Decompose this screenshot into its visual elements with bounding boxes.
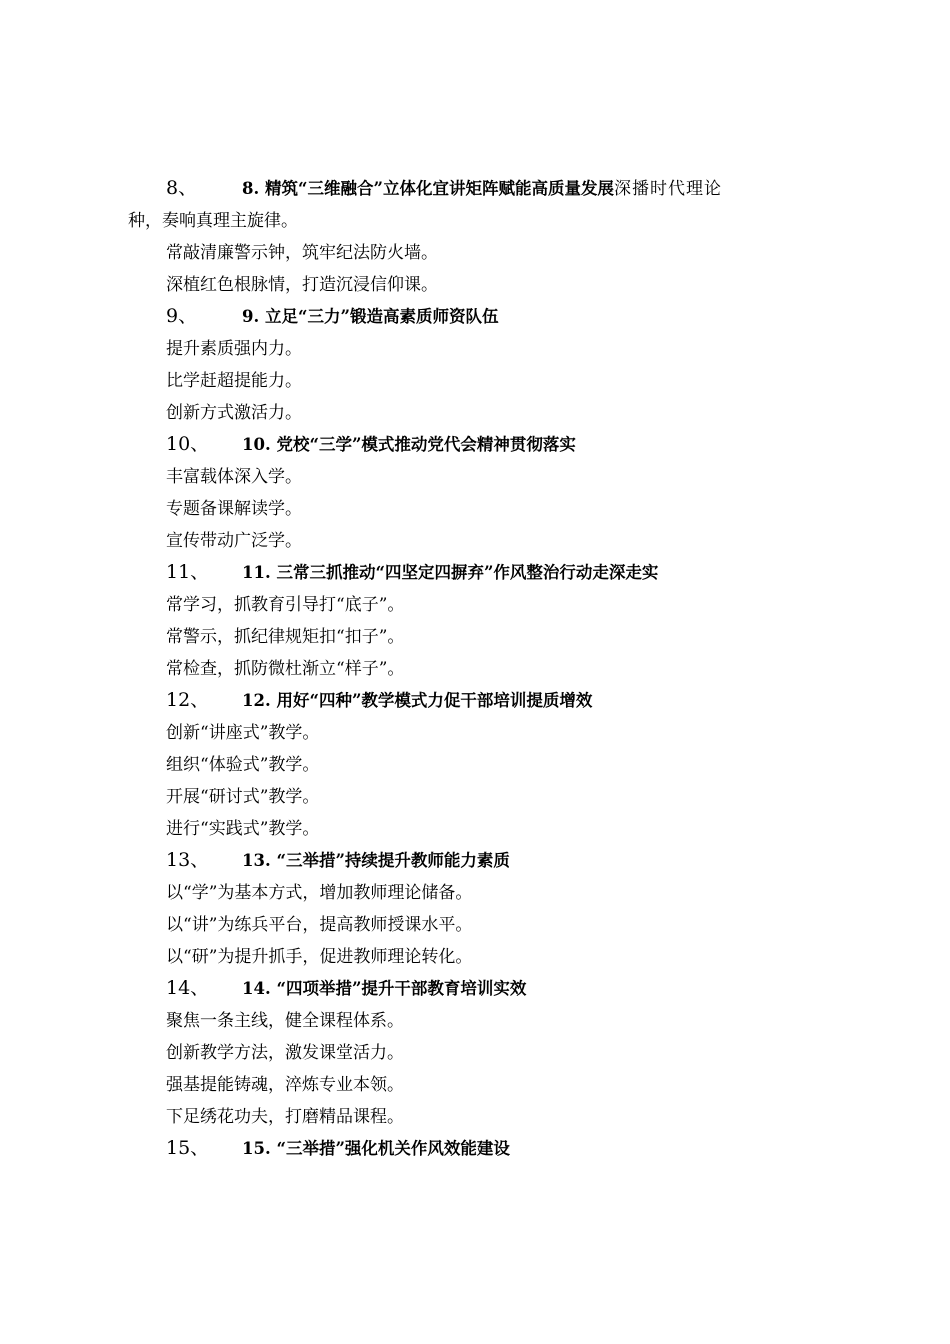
section-title: 10. 党校“三学”模式推动党代会精神贯彻落实 [242,435,576,454]
list-item: 聚焦一条主线，健全课程体系。 [166,1011,404,1031]
list-item: 宣传带动广泛学。 [166,531,302,551]
list-item: 以“研”为提升抓手，促进教师理论转化。 [166,947,473,967]
list-item: 常检查，抓防微杜渐立“样子”。 [166,659,405,679]
list-item: 进行“实践式”教学。 [166,819,320,839]
list-item: 常警示，抓纪律规矩扣“扣子”。 [166,627,405,647]
section-title: 15. “三举措”强化机关作风效能建设 [242,1139,510,1158]
list-item: 以“学”为基本方式，增加教师理论储备。 [166,883,473,903]
section-title: 11. 三常三抓推动“四坚定四摒弃”作风整治行动走深走实 [242,563,659,582]
list-item: 以“讲”为练兵平台，提高教师授课水平。 [166,915,473,935]
section-number: 14、 [166,977,210,999]
section-title: 13. “三举措”持续提升教师能力素质 [242,851,510,870]
list-item: 创新“讲座式”教学。 [166,723,320,743]
list-item: 丰富载体深入学。 [166,467,302,487]
section-number: 15、 [166,1137,210,1159]
section-title-tail: 深播时代理论 [613,179,722,199]
list-item: 比学赶超提能力。 [166,371,302,391]
section-title: 9. 立足“三力”锻造高素质师资队伍 [242,307,499,326]
section-continuation: 种，奏响真理主旋律。 [128,211,298,231]
list-item: 组织“体验式”教学。 [166,755,320,775]
list-item: 专题备课解读学。 [166,499,302,519]
list-item: 强基提能铸魂，淬炼专业本领。 [166,1075,404,1095]
list-item: 创新方式激活力。 [166,403,302,423]
list-item: 常学习，抓教育引导打“底子”。 [166,595,405,615]
list-item: 下足绣花功夫，打磨精品课程。 [166,1107,404,1127]
section-number: 10、 [166,433,210,455]
section-number: 9、 [166,305,198,327]
section-number: 11、 [166,561,210,583]
section-number: 8、 [166,177,198,199]
list-item: 提升素质强内力。 [166,339,302,359]
section-title: 14. “四项举措”提升干部教育培训实效 [242,979,527,998]
section-heading [242,178,722,200]
list-item: 深植红色根脉情，打造沉浸信仰课。 [166,275,438,295]
section-number: 13、 [166,849,210,871]
list-item: 开展“研讨式”教学。 [166,787,320,807]
section-title: 12. 用好“四种”教学模式力促干部培训提质增效 [242,691,593,710]
section-number: 12、 [166,689,210,711]
section-title: 8. 精筑“三维融合”立体化宜讲矩阵赋能高质量发展 [242,179,614,198]
list-item: 常敲清廉警示钟，筑牢纪法防火墙。 [166,243,438,263]
list-item: 创新教学方法，激发课堂活力。 [166,1043,404,1063]
